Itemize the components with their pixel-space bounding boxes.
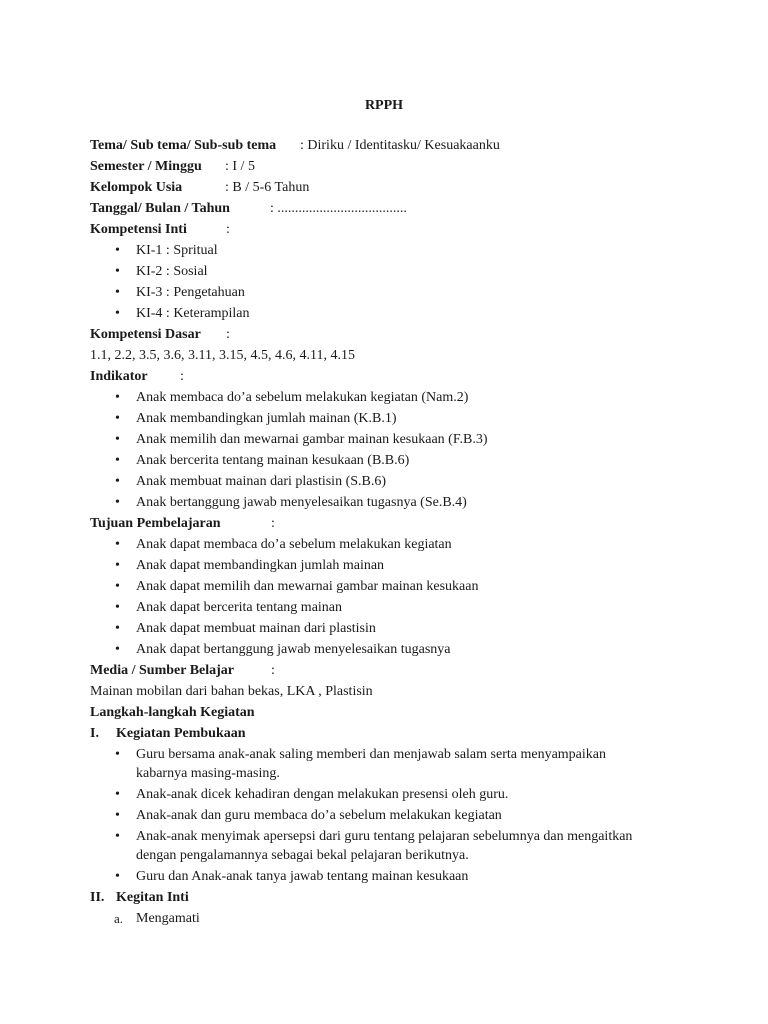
subsection-heading: Kegiatan Pembukaan xyxy=(116,726,246,741)
list-item: • Anak membaca do’a sebelum melakukan kegiatan (Nam.2) xyxy=(90,387,690,408)
bullet-icon: • xyxy=(115,411,120,426)
indikator-list xyxy=(90,387,690,513)
list-item: • Anak memilih dan mewarnai gambar mainan kesukaan (F.B.3) xyxy=(90,429,690,450)
list-item: • Anak dapat bercerita tentang mainan xyxy=(90,597,690,618)
list-item: • Anak bertanggung jawab menyelesaikan tugasnya (Se.B.4) xyxy=(90,492,690,513)
section-tujuan xyxy=(90,513,690,534)
kompetensi-dasar-value: 1.1, 2.2, 3.5, 3.6, 3.11, 3.15, 4.5, 4.6, 4.11, 4.15 xyxy=(90,348,355,363)
section-heading: Kompetensi Inti xyxy=(90,222,187,237)
list-item: • Anak-anak menyimak apersepsi dari guru tentang pelajaran sebelumnya dan mengaitkan dengan pengalamannya sebagai bekal pelajaran berikutnya. xyxy=(115,829,633,863)
section-kompetensi-dasar xyxy=(90,324,690,345)
bullet-icon: • xyxy=(115,808,120,823)
section-colon: : xyxy=(226,327,230,342)
pembukaan-list xyxy=(90,744,690,887)
field-tema xyxy=(90,135,690,156)
bullet-icon: • xyxy=(115,306,120,321)
subsection-heading: Kegitan Inti xyxy=(116,890,189,905)
list-item: • KI-2 : Sosial xyxy=(90,261,690,282)
sub-item-text: Mengamati xyxy=(136,911,200,926)
list-item: • Anak bercerita tentang mainan kesukaan (B.B.6) xyxy=(90,450,690,471)
roman-numeral: I. xyxy=(90,726,99,741)
section-heading: Indikator xyxy=(90,369,148,384)
list-item: • Anak-anak dan guru membaca do’a sebelum melakukan kegiatan xyxy=(90,805,690,826)
list-item: • KI-4 : Keterampilan xyxy=(90,303,690,324)
bullet-icon: • xyxy=(115,264,120,279)
bullet-icon: • xyxy=(115,787,120,802)
list-item: • Anak membuat mainan dari plastisin (S.B.6) xyxy=(90,471,690,492)
subsection-inti xyxy=(90,887,690,908)
bullet-icon: • xyxy=(115,600,120,615)
bullet-icon: • xyxy=(115,453,120,468)
field-label: Kelompok Usia xyxy=(90,180,183,195)
bullet-icon: • xyxy=(115,579,120,594)
inti-sub-item xyxy=(90,908,690,929)
list-item: • Anak dapat membuat mainan dari plastisin xyxy=(90,618,690,639)
bullet-icon: • xyxy=(115,621,120,636)
section-colon: : xyxy=(180,369,184,384)
section-colon: : xyxy=(271,663,275,678)
field-semester xyxy=(90,156,690,177)
field-label: Semester / Minggu xyxy=(90,159,202,174)
bullet-icon: • xyxy=(115,243,120,258)
bullet-icon: • xyxy=(115,285,120,300)
list-item: • Guru dan Anak-anak tanya jawab tentang mainan kesukaan xyxy=(90,866,690,887)
list-item: • Guru bersama anak-anak saling memberi dan menjawab salam serta menyampaikan kabarnya masing-masing. xyxy=(115,747,606,781)
list-item: • Anak dapat membaca do’a sebelum melakukan kegiatan xyxy=(90,534,690,555)
section-heading: Kompetensi Dasar xyxy=(90,327,201,342)
section-colon: : xyxy=(271,516,275,531)
list-item: • KI-3 : Pengetahuan xyxy=(90,282,690,303)
section-indikator xyxy=(90,366,690,387)
bullet-icon: • xyxy=(115,558,120,573)
field-value: : ..................................... xyxy=(270,201,407,216)
list-item: • Anak membandingkan jumlah mainan (K.B.1) xyxy=(90,408,690,429)
section-colon: : xyxy=(226,222,230,237)
tujuan-list xyxy=(90,534,690,660)
section-heading: Media / Sumber Belajar xyxy=(90,663,235,678)
bullet-icon: • xyxy=(115,537,120,552)
field-value: : Diriku / Identitasku/ Kesuakaanku xyxy=(300,138,500,153)
bullet-icon: • xyxy=(115,432,120,447)
list-item: • KI-1 : Spritual xyxy=(90,240,690,261)
bullet-icon: • xyxy=(115,390,120,405)
bullet-icon: • xyxy=(115,869,120,884)
document-page xyxy=(90,96,690,929)
section-media xyxy=(90,660,690,681)
list-item: • Anak dapat bertanggung jawab menyelesaikan tugasnya xyxy=(90,639,690,660)
list-item: • Anak-anak dicek kehadiran dengan melakukan presensi oleh guru. xyxy=(90,784,690,805)
list-item: • Anak dapat memilih dan mewarnai gambar mainan kesukaan xyxy=(90,576,690,597)
sub-item-letter: a. xyxy=(114,911,124,926)
bullet-icon: • xyxy=(115,829,120,844)
field-kelompok xyxy=(90,177,690,198)
page-title: RPPH xyxy=(364,98,404,113)
bullet-icon: • xyxy=(115,474,120,489)
section-kompetensi-inti xyxy=(90,219,690,240)
field-label: Tanggal/ Bulan / Tahun xyxy=(90,201,230,216)
subsection-pembukaan xyxy=(90,723,690,744)
field-value: : B / 5-6 Tahun xyxy=(225,180,310,195)
field-tanggal xyxy=(90,198,690,219)
bullet-icon: • xyxy=(115,642,120,657)
list-item: • Anak dapat membandingkan jumlah mainan xyxy=(90,555,690,576)
section-heading: Tujuan Pembelajaran xyxy=(90,516,221,531)
kompetensi-inti-list xyxy=(90,240,690,324)
field-label: Tema/ Sub tema/ Sub-sub tema xyxy=(90,138,277,153)
bullet-icon: • xyxy=(115,495,120,510)
media-value: Mainan mobilan dari bahan bekas, LKA , Plastisin xyxy=(90,684,373,699)
section-langkah: Langkah-langkah Kegiatan xyxy=(90,705,255,720)
bullet-icon: • xyxy=(115,747,120,762)
roman-numeral: II. xyxy=(90,890,105,905)
field-value: : I / 5 xyxy=(225,159,255,174)
